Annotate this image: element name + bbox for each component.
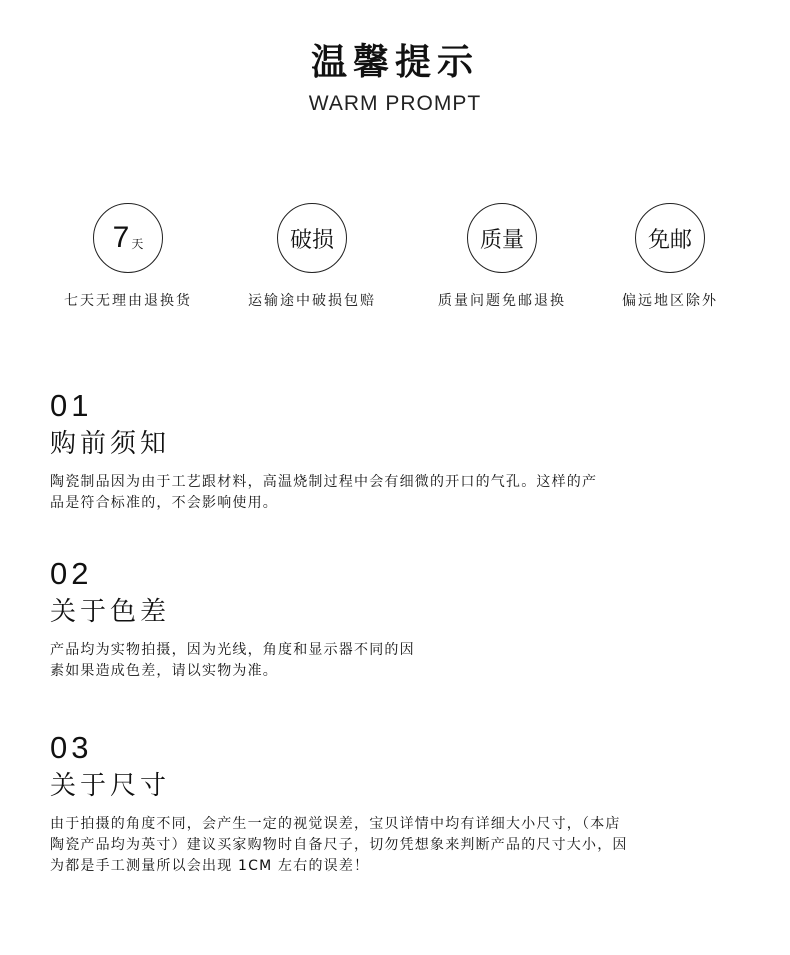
page-subtitle: WARM PROMPT <box>308 92 482 115</box>
badge-label: 七天无理由退换货 <box>64 293 192 309</box>
section-body <box>50 640 750 682</box>
section-title: 购前须知 <box>50 429 171 459</box>
damage-icon: 破损 <box>277 203 347 273</box>
body-line: 由于拍摄的角度不同，会产生一定的视觉误差，宝贝详情中均有详细大小尺寸，（本店 <box>50 816 621 832</box>
header <box>0 40 790 116</box>
seven-day-icon: 7 天 <box>93 203 163 273</box>
badge-seven-day-return <box>38 203 218 310</box>
body-line: 为都是手工测量所以会出现 1CM 左右的误差！ <box>50 858 370 874</box>
section-number: 03 <box>50 730 93 765</box>
section-purchase-notice <box>50 388 750 514</box>
section-number: 01 <box>50 388 93 423</box>
page-title: 温馨提示 <box>310 42 479 83</box>
body-line: 品是符合标准的，不会影响使用。 <box>50 495 278 511</box>
section-body <box>50 472 750 514</box>
badge-label: 质量问题免邮退换 <box>438 293 566 309</box>
badge-free-shipping <box>580 203 760 310</box>
badge-label: 运输途中破损包赔 <box>248 293 376 309</box>
body-line: 陶瓷产品均为英寸）建议买家购物时自备尺子，切勿凭想象来判断产品的尺寸大小，因 <box>50 837 628 853</box>
body-line: 素如果造成色差，请以实物为准。 <box>50 663 278 679</box>
body-line: 产品均为实物拍摄，因为光线，角度和显示器不同的因 <box>50 642 415 658</box>
body-line: 陶瓷制品因为由于工艺跟材料，高温烧制过程中会有细微的开口的气孔。这样的产 <box>50 474 598 490</box>
section-color-difference <box>50 556 750 682</box>
free-shipping-icon: 免邮 <box>635 203 705 273</box>
badge-damage-compensation <box>222 203 402 310</box>
badge-label: 偏远地区除外 <box>622 293 718 309</box>
quality-icon: 质量 <box>467 203 537 273</box>
section-body <box>50 814 750 877</box>
section-size <box>50 730 750 877</box>
section-number: 02 <box>50 556 93 591</box>
section-title: 关于色差 <box>50 597 171 627</box>
section-title: 关于尺寸 <box>50 771 171 801</box>
badge-quality-return <box>412 203 592 310</box>
